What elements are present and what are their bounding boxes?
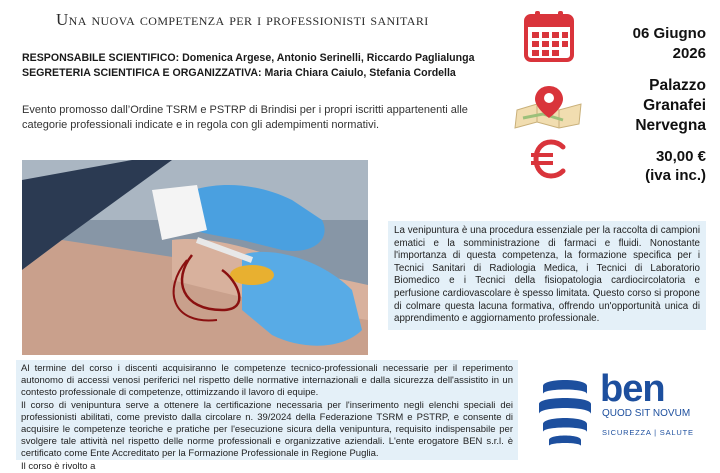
course-outcomes-paragraph: Al termine del corso i discenti acquisiranno le competenze tecnico-professionali necessarie per il reperimento autonomo di accessi venosi periferici nel rispetto delle normative internazionali e dalla sicurezza dell'assistito in un contesto professionale di competenze, ottimizzando il lavoro di equipe. bbox=[21, 363, 513, 399]
ben-logo-motto: QUOD SIT NOVUM bbox=[602, 408, 691, 419]
venue-line-2: Granafei bbox=[643, 97, 706, 114]
venipuncture-info-box: La venipuntura è una procedura essenziale per la raccolta di campioni ematici e la somministrazione di farmaci e fluidi. Nonostante l'importanza di questa competenza, la formazione specifica per i Tecnici Sanitari di Radiologia Medica, i Tecnici di Laboratorio Biomedico e i Tecnici della fisiopatologia cardiocircolatoria e perfusione cardiovascolare è spesso limitata. Questo corso si propone di colmare questa lacuna formativa, offrendo un'opportunità unica di apprendimento e aggiornamento professionale. bbox=[388, 221, 706, 330]
price-note: (iva inc.) bbox=[645, 167, 706, 184]
ben-logo-mark bbox=[535, 374, 595, 452]
venue-line-1: Palazzo bbox=[649, 77, 706, 94]
ben-logo-wordmark: ben bbox=[600, 368, 665, 410]
venipuncture-photo bbox=[22, 160, 368, 355]
ben-logo bbox=[535, 368, 715, 454]
event-date-day: 06 Giugno bbox=[632, 25, 706, 42]
course-certification-paragraph: Il corso di venipuntura serve a ottenere la certificazione necessaria per l'inserimento negli elenchi speciali dei professionisti abilitati, come previsto dalla circolare n. 39/2024 della Federazione TSRM e PSTRP, e consente di acquisire le competenze teoriche e pratiche per l'esecuzione sicura della venipuntura, requisito indispensabile per svolgere tale attività nel rispetto delle norme professionali e organizzative aziendali. L'ente erogatore BEN s.r.l. è certificato come Ente Accreditato per la Formazione Professionale in Regione Puglia. bbox=[21, 399, 513, 460]
event-price bbox=[645, 147, 706, 185]
secretariat-names: Maria Chiara Caiulo, Stefania Cordella bbox=[264, 67, 456, 79]
event-date-year: 2026 bbox=[672, 45, 706, 62]
intro-text: Evento promosso dall’Ordine TSRM e PSTRP di Brindisi per i propri iscritti appartenenti alle categorie professionali indicate e in regola con gli adempimenti normativi. bbox=[22, 104, 468, 131]
venue-line-3: Nervegna bbox=[635, 117, 706, 134]
calendar-icon bbox=[524, 10, 574, 62]
course-description-box bbox=[16, 360, 518, 472]
euro-icon bbox=[530, 139, 570, 179]
map-pin-icon bbox=[513, 84, 585, 128]
scientific-lead-line bbox=[22, 51, 475, 66]
organizers-block bbox=[22, 51, 475, 81]
secretariat-line bbox=[22, 66, 475, 81]
event-venue bbox=[635, 76, 706, 136]
ben-logo-subtitle: SICUREZZA | SALUTE bbox=[602, 428, 694, 437]
venipuncture-illustration bbox=[22, 160, 368, 355]
scientific-lead-label: RESPONSABILE SCIENTIFICO: bbox=[22, 52, 180, 64]
course-audience-paragraph: Il corso è rivolto a bbox=[21, 460, 96, 472]
secretariat-label: SEGRETERIA SCIENTIFICA E ORGANIZZATIVA: bbox=[22, 67, 262, 79]
event-date bbox=[633, 24, 706, 64]
scientific-lead-names: Domenica Argese, Antonio Serinelli, Riccardo Paglialunga bbox=[182, 52, 475, 64]
page-title: Una nuova competenza per i professionisti sanitari bbox=[56, 10, 429, 29]
price-amount: 30,00 € bbox=[655, 148, 706, 165]
